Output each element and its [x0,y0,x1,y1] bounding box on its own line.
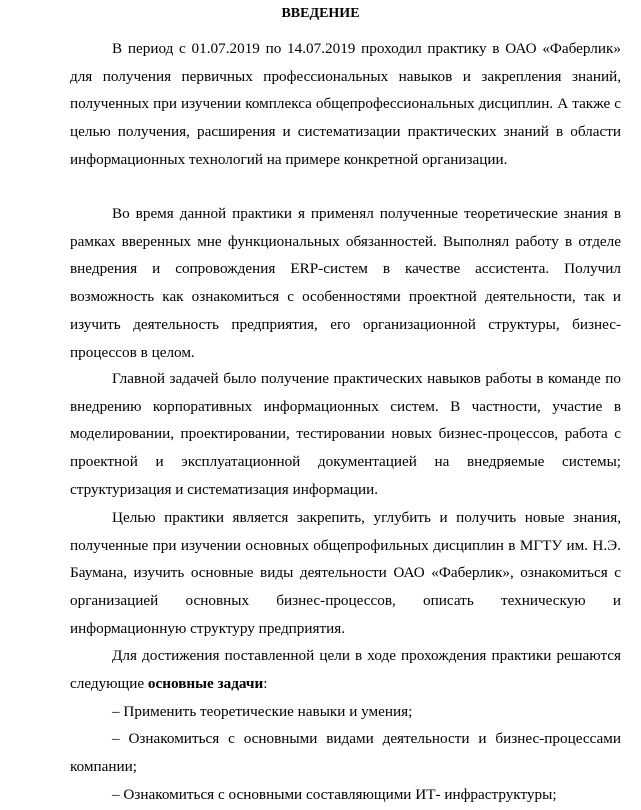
list-item: – Применить теоретические навыки и умения; [112,703,413,720]
tasks-intro-bold: основные задачи [147,674,264,692]
tasks-intro-paragraph [70,642,621,697]
list-item: – Ознакомиться с основными видами деятельности и бизнес-процессами компании; [70,730,621,775]
goal-paragraph: Целью практики является закрепить, углубить и получить новые знания, полученные при изучении основных общепрофильных дисциплин в МГТУ им. Н.Э. Баумана, изучить основные виды деятельности ОАО «Фаберлик», ознакомиться с организацией основных бизнес-процессов, описать техническую и информационную структуру предприятия. [70,509,621,637]
tasks-intro-colon: : [263,674,268,692]
duties-paragraph: Во время данной практики я применял полученные теоретические знания в рамках вверенных мне функциональных обязанностей. Выполнял работу в отделе внедрения и сопровождения ERP-систем в качестве ассистента. Получил возможность как ознакомиться с особенностями проектной деятельности, так и изучить деятельность предприятия, его организационной структуры, бизнес-процессов в целом. [70,205,621,361]
list-item: – Ознакомиться с основными составляющими ИТ- инфраструктуры; [112,786,557,803]
main-task-paragraph: Главной задачей было получение практических навыков работы в команде по внедрению корпоративных информационных систем. В частности, участие в моделировании, проектировании, тестировании новых бизнес-процессов, работа с проектной и эксплуатационной документацией на внедряемые системы; структуризация и систематизация информации. [70,370,621,498]
page-title: ВВЕДЕНИЕ [281,6,360,21]
intro-paragraph: В период с 01.07.2019 по 14.07.2019 проходил практику в ОАО «Фаберлик» для получения первичных профессиональных навыков и закрепления знаний, полученных при изучении комплекса общепрофессиональных дисциплин. А также с целью получения, расширения и систематизации практических знаний в области информационных технологий на примере конкретной организации. [70,40,621,168]
tasks-intro-text: Для достижения поставленной цели в ходе прохождения практики решаются следующие [70,647,621,692]
